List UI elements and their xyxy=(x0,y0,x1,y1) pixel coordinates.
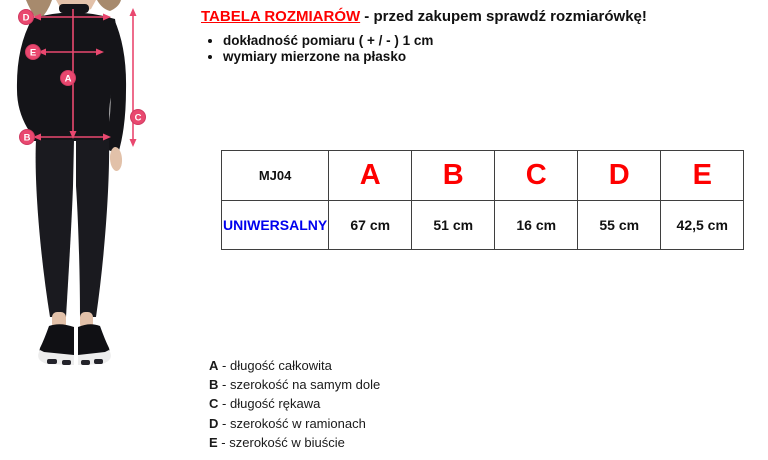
legend-separator: - xyxy=(222,377,227,393)
page-title xyxy=(201,7,761,26)
size-table xyxy=(221,150,744,250)
arrow-down-icon xyxy=(130,139,137,147)
measure-label-c: C xyxy=(134,112,142,124)
size-table-col-a: A xyxy=(329,151,412,201)
size-table-data-row xyxy=(222,201,744,250)
legend-item-d xyxy=(209,414,380,433)
legend-desc: szerokość na samym dole xyxy=(229,377,381,393)
legend-letter: E xyxy=(209,434,218,450)
legend-separator: - xyxy=(221,434,226,450)
legend-letter: C xyxy=(209,396,219,412)
measure-label-b: B xyxy=(23,132,31,144)
legend-desc: szerokość w biuście xyxy=(229,434,345,450)
size-table-value-a: 67 cm xyxy=(329,201,412,250)
legend-desc: szerokość w ramionach xyxy=(229,415,366,431)
size-table-header-row xyxy=(222,151,744,201)
size-table-value-d: 55 cm xyxy=(578,201,661,250)
size-table-value-e: 42,5 cm xyxy=(661,201,744,250)
measure-label-e: E xyxy=(29,47,37,59)
bullet-item-accuracy: • dokładność pomiaru ( + / - ) 1 cm xyxy=(223,33,761,49)
model-leg-right xyxy=(76,140,109,317)
legend xyxy=(209,356,380,452)
legend-letter: D xyxy=(209,415,219,431)
legend-desc: długość całkowita xyxy=(229,358,332,373)
size-table-col-c: C xyxy=(495,151,578,201)
model-sneaker-left xyxy=(38,324,74,365)
legend-item-b xyxy=(209,375,380,394)
arrow-up-icon xyxy=(130,8,137,16)
legend-item-c xyxy=(209,394,380,413)
legend-letter: A xyxy=(209,358,219,373)
measure-label-a: A xyxy=(64,73,72,85)
legend-separator: - xyxy=(222,396,227,412)
page-title-main: TABELA ROZMIARÓW xyxy=(201,8,361,25)
measure-label-d: D xyxy=(22,12,30,24)
size-table-value-b: 51 cm xyxy=(412,201,495,250)
size-table-col-e: E xyxy=(661,151,744,201)
size-table-row-label: UNIWERSALNY xyxy=(222,201,329,250)
model-leg-left xyxy=(36,140,74,317)
legend-desc: długość rękawa xyxy=(229,396,321,412)
legend-separator: - xyxy=(222,415,227,431)
legend-separator: - xyxy=(222,358,227,373)
size-table-col-d: D xyxy=(578,151,661,201)
size-table-model-code: MJ04 xyxy=(222,151,329,201)
model-hair-right xyxy=(97,0,121,11)
model-photo xyxy=(0,0,190,380)
legend-item-e xyxy=(209,433,380,452)
legend-letter: B xyxy=(209,377,219,393)
model-sneaker-right xyxy=(78,324,111,365)
bullet-item-flat: • wymiary mierzone na płasko xyxy=(223,49,761,65)
size-table-value-c: 16 cm xyxy=(495,201,578,250)
size-table-col-b: B xyxy=(412,151,495,201)
header xyxy=(201,7,761,65)
legend-item-a xyxy=(209,356,380,375)
model-collar xyxy=(59,4,89,13)
bullet-list xyxy=(201,33,761,65)
page-title-subtitle: - przed zakupem sprawdź rozmiarówkę! xyxy=(360,8,647,25)
